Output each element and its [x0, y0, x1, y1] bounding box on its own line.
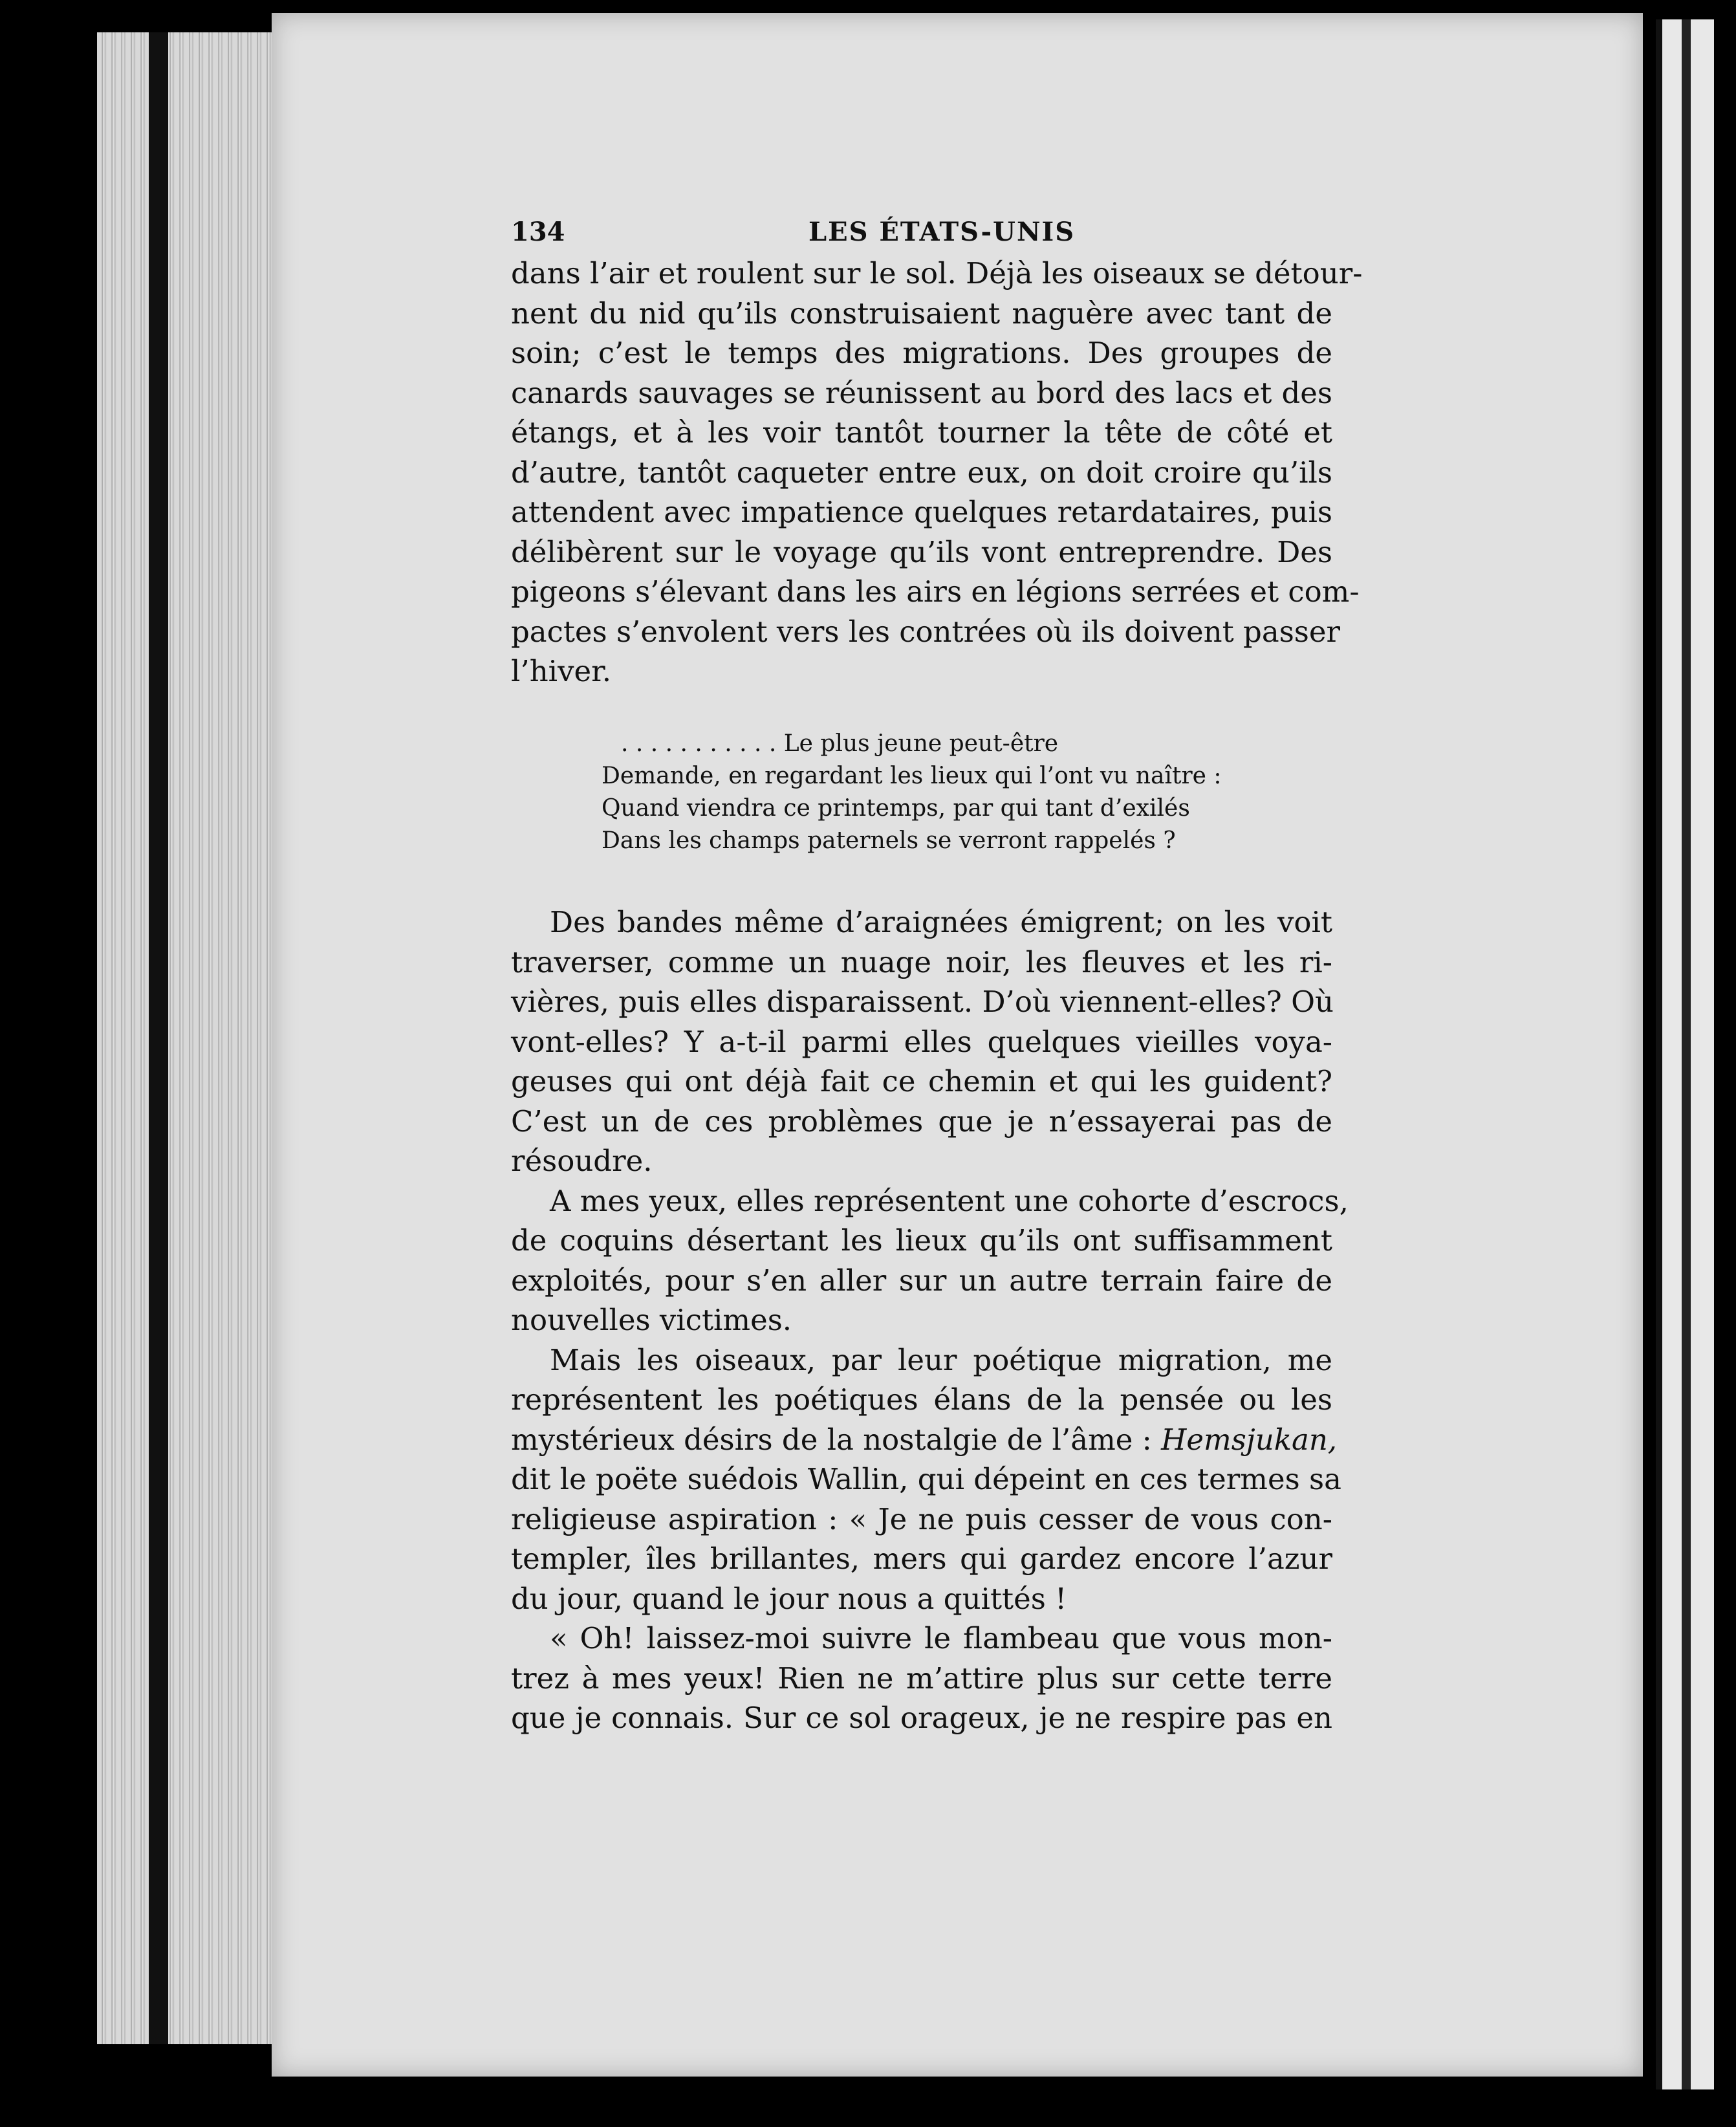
text-line: délibèrent sur le voyage qu’ils vont entreprendre. Des — [511, 534, 1332, 569]
text-line: que je connais. Sur ce sol orageux, je ne respire pas en — [511, 1701, 1332, 1735]
text-line: canards sauvages se réunissent au bord des lacs et des — [511, 375, 1332, 410]
page-number: 134 — [511, 217, 565, 247]
text-line: attendent avec impatience quelques retardataires, puis — [511, 495, 1332, 529]
verse-quotation — [602, 728, 1248, 857]
text-line: dit le poëte suédois Wallin, qui dépeint en ces termes sa — [511, 1462, 1341, 1496]
text-fragment: mystérieux désirs de la nostalgie de l’âme : — [511, 1422, 1152, 1457]
text-line: nent du nid qu’ils construisaient naguère avec tant de — [511, 296, 1332, 331]
text-line: dans l’air et roulent sur le sol. Déjà les oiseaux se détour- — [511, 256, 1363, 290]
text-line: Des bandes même d’araignées émigrent; on les voit — [550, 905, 1332, 939]
text-line: pigeons s’élevant dans les airs en légions serrées et com- — [511, 574, 1360, 609]
text-line: geuses qui ont déjà fait ce chemin et qui les guident? — [511, 1064, 1332, 1098]
paragraph-1 — [511, 254, 1363, 692]
verse-line: . . . . . . . . . . . Le plus jeune peut-être — [621, 730, 1059, 757]
text-line: pactes s’envolent vers les contrées où ils doivent passer — [511, 614, 1341, 649]
text-line: vont-elles? Y a-t-il parmi elles quelques vieilles voya- — [511, 1024, 1332, 1059]
next-page-fold — [1682, 19, 1691, 2089]
text-line: représentent les poétiques élans de la pensée ou les — [511, 1382, 1332, 1417]
text-line: l’hiver. — [511, 654, 611, 688]
text-line: résoudre. — [511, 1144, 653, 1178]
text-line: templer, îles brillantes, mers qui gardez encore l’azur — [511, 1542, 1332, 1576]
text-line: nouvelles victimes. — [511, 1303, 792, 1337]
text-line: du jour, quand le jour nous a quittés ! — [511, 1581, 1067, 1616]
text-line: « Oh! laissez-moi suivre le flambeau que vous mon- — [550, 1621, 1332, 1655]
text-line: Mais les oiseaux, par leur poétique migration, me — [550, 1342, 1332, 1377]
text-line: soin; c’est le temps des migrations. Des groupes de — [511, 336, 1332, 370]
italic-term: Hemsjukan, — [1161, 1422, 1338, 1457]
text-line: A mes yeux, elles représentent une cohorte d’escrocs, — [550, 1183, 1349, 1218]
text-line: vières, puis elles disparaissent. D’où viennent-elles? Où — [511, 985, 1334, 1019]
binding-shadow — [149, 32, 168, 2044]
verse-line: Quand viendra ce printemps, par qui tant d’exilés — [602, 795, 1190, 822]
running-title: LES ÉTATS-UNIS — [808, 217, 1076, 247]
text-line: d’autre, tantôt caqueter entre eux, on doit croire qu’ils — [511, 455, 1332, 490]
text-line — [511, 1420, 1338, 1460]
text-line: étangs, et à les voir tantôt tourner la tête de côté et — [511, 415, 1332, 450]
text-line: exploités, pour s’en aller sur un autre terrain faire de — [511, 1263, 1332, 1298]
body-text-continued — [511, 902, 1349, 1738]
text-line: religieuse aspiration : « Je ne puis cesser de vous con- — [511, 1501, 1332, 1536]
text-line: C’est un de ces problèmes que je n’essayerai pas de — [511, 1104, 1332, 1139]
text-line: trez à mes yeux! Rien ne m’attire plus sur cette terre — [511, 1661, 1332, 1696]
text-line: de coquins désertant les lieux qu’ils ont suffisamment — [511, 1223, 1332, 1258]
text-line: traverser, comme un nuage noir, les fleuves et les ri- — [511, 944, 1332, 979]
verse-line: Demande, en regardant les lieux qui l’ont vu naître : — [602, 763, 1222, 789]
page-edges — [97, 32, 291, 2044]
verse-line: Dans les champs paternels se verront rappelés ? — [602, 827, 1176, 854]
